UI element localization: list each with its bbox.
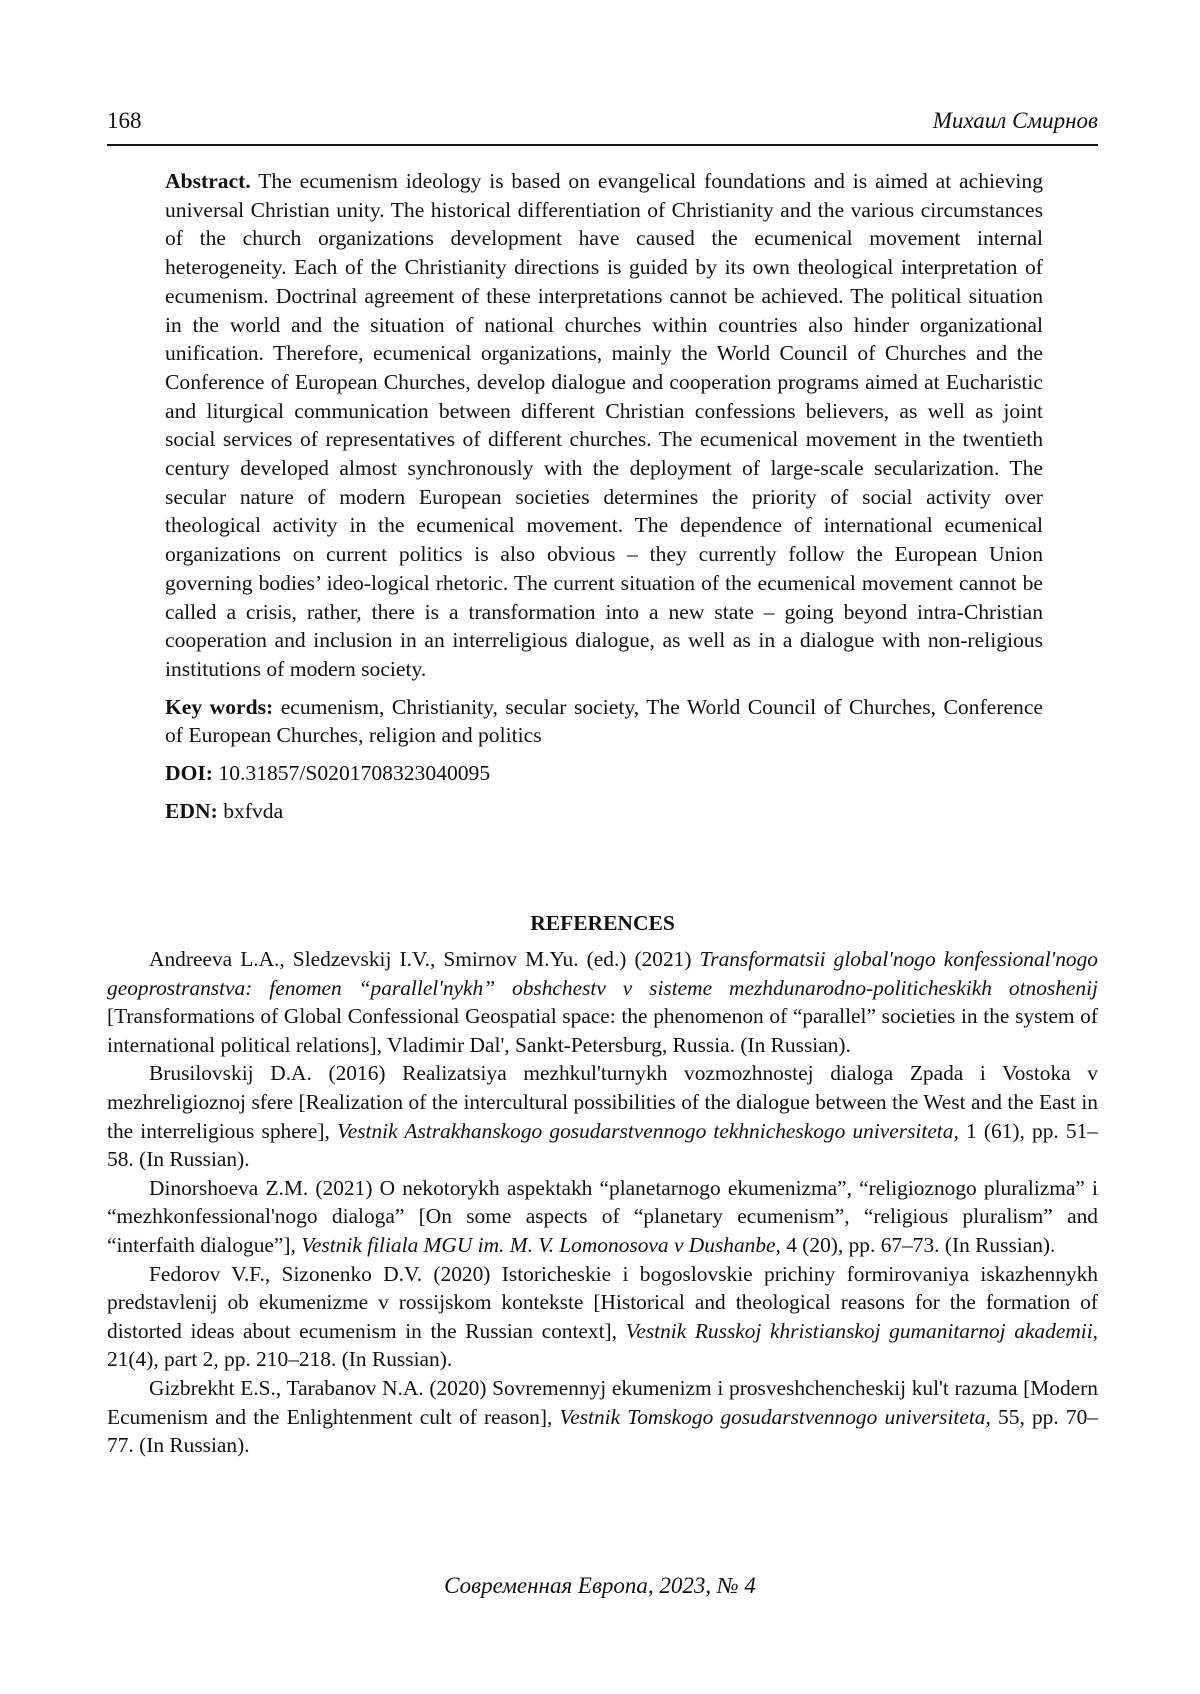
- reference-title-italic: Vestnik Russkoj khristianskoj gumanitarnoj akademii,: [625, 1318, 1099, 1343]
- reference-item: [107, 1174, 1098, 1260]
- edn-label: EDN:: [165, 798, 218, 823]
- reference-text: Dinorshoeva Z.M. (2021) O nekotorykh aspektakh “planetarnogo ekumenizma”, “religioznogo pluralizma” i “mezhkonfessional'nogo dialoga” [On some aspects of “planetary ecumenism”, “religious pluralism” and “interfaith dialogue”],: [107, 1175, 1098, 1257]
- reference-text: 4 (20), pp. 67–73. (In Russian).: [780, 1232, 1056, 1257]
- reference-title-italic: Transformatsii global'nogo konfessional'nogo geoprostranstva: fenomen “parallel'nykh” obshchestv v sisteme mezhdunarodno-politicheskikh otnoshenij: [107, 947, 1098, 1000]
- reference-text: 21(4), part 2, pp. 210–218. (In Russian).: [107, 1347, 453, 1372]
- reference-title-italic: Vestnik filiala MGU im. M. V. Lomonosova v Dushanbe,: [301, 1232, 781, 1257]
- references-heading: REFERENCES: [530, 911, 675, 935]
- reference-title-italic: Vestnik Astrakhanskogo gosudarstvennogo tekhnicheskogo universiteta,: [337, 1118, 959, 1143]
- doi-paragraph: [165, 759, 1043, 788]
- reference-text: Gizbrekht E.S., Tarabanov N.A. (2020) Sovremennyj ekumenizm i prosveshchencheskij kul't razuma [Modern Ecumenism and the Enlightenment cult of reason],: [107, 1375, 1098, 1429]
- edn-paragraph: [165, 797, 1043, 826]
- doi-label: DOI:: [165, 761, 213, 786]
- abstract-text: The ecumenism ideology is based on evangelical foundations and is aimed at achieving universal Christian unity. The historical differentiation of Christianity and the various circumstances of the church organizations development have caused the ecumenical movement internal heterogeneity. Each of the Christianity directions is guided by its own theological interpretation of ecumenism. Doctrinal agreement of these interpretations cannot be achieved. The political situation in the world and the situation of national churches within countries also hinder organizational unification. Therefore, ecumenical organizations, mainly the World Council of Churches and the Conference of European Churches, develop dialogue and cooperation programs aimed at Eucharistic and liturgical communication between different Christian confessions believers, as well as joint social services of representatives of different churches. The ecumenical movement in the twentieth century developed almost synchronously with the deployment of large-scale secularization. The secular nature of modern European societies determines the priority of social activity over theological activity in the ecumenical movement. The dependence of international ecumenical organizations on current politics is also obvious – they currently follow the European Union governing bodies’ ideo-logical rhetoric. The current situation of the ecumenical movement cannot be called a crisis, rather, there is a transformation into a new state – going beyond intra-Christian cooperation and inclusion in an interreligious dialogue, as well as in a dialogue with non-religious institutions of modern society.: [165, 169, 1043, 681]
- edn-text: bxfvda: [217, 798, 284, 823]
- abstract-paragraph: [165, 167, 1043, 684]
- keywords-text: ecumenism, Christianity, secular society, The World Council of Churches, Conference of European Churches, religion and politics: [165, 694, 1043, 748]
- journal-footer: Современная Европа, 2023, № 4: [444, 1573, 756, 1598]
- reference-text: Andreeva L.A., Sledzevskij I.V., Smirnov M.Yu. (ed.) (2021): [149, 947, 700, 971]
- running-author: Михаил Смирнов: [932, 108, 1098, 133]
- references-list: [107, 945, 1098, 1460]
- reference-item: [107, 945, 1098, 1059]
- page-number: 168: [107, 108, 142, 133]
- reference-item: [107, 1260, 1098, 1374]
- reference-text: [Transformations of Global Confessional Geospatial space: the phenomenon of “parallel” societies in the system of international political relations], Vladimir Dal', Sankt-Petersburg, Russia. (In Russian).: [107, 1004, 1098, 1057]
- reference-text: 55, pp. 70–77. (In Russian).: [107, 1404, 1099, 1458]
- keywords-paragraph: [165, 693, 1043, 750]
- reference-item: [107, 1374, 1098, 1460]
- reference-text: Brusilovskij D.A. (2016) Realizatsiya mezhkul'turnykh vozmozhnostej dialoga Zpada i Vostoka v mezhreligioznoj sfere [Realization of the intercultural possibilities of the dialogue between the West and the East in the interreligious sphere],: [107, 1061, 1098, 1143]
- abstract-label: Abstract.: [165, 169, 251, 193]
- running-header: [107, 108, 1098, 146]
- reference-title-italic: Vestnik Tomskogo gosudarstvennogo universiteta,: [559, 1404, 991, 1429]
- abstract-block: [165, 167, 1043, 825]
- keywords-label: Key words:: [165, 694, 274, 719]
- doi-text: 10.31857/S0201708323040095: [213, 761, 491, 786]
- reference-text: 1 (61), pp. 51–58. (In Russian).: [107, 1118, 1098, 1172]
- reference-text: Fedorov V.F., Sizonenko D.V. (2020) Istoricheskie i bogoslovskie prichiny formirovaniya iskazhennykh predstavlenij ob ekumenizme v rossijskom kontekste [Historical and theological reasons for the formation of distorted ideas about ecumenism in the Russian context],: [107, 1261, 1098, 1343]
- reference-item: [107, 1059, 1098, 1173]
